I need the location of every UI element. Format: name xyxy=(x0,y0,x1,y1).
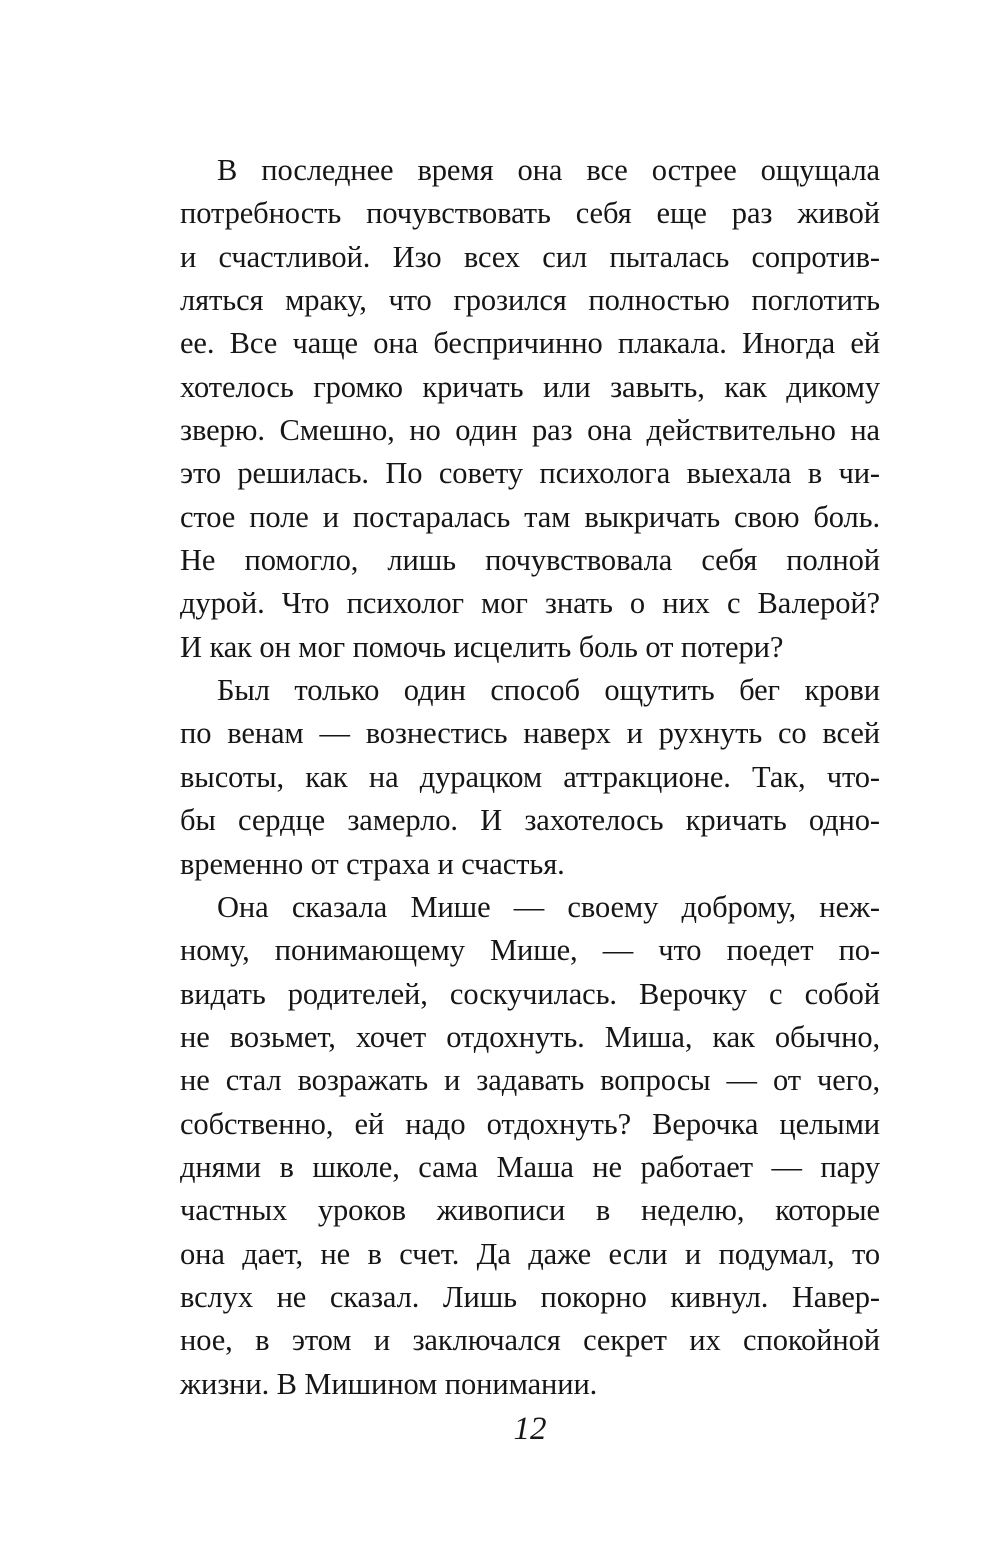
paragraph xyxy=(180,149,880,669)
text-line: ное, в этом и заключался секрет их спокойной xyxy=(180,1323,880,1358)
page-number: 12 xyxy=(513,1411,547,1447)
text-line: Она сказала Мише — своему доброму, неж- xyxy=(217,889,880,924)
text-line: и счастливой. Изо всех сил пыталась сопротив- xyxy=(180,239,880,274)
paragraph xyxy=(180,886,880,1406)
text-line: временно от страха и счастья. xyxy=(180,846,565,881)
text-line: видать родителей, соскучилась. Верочку с собой xyxy=(180,976,880,1011)
text-line: по венам — вознестись наверх и рухнуть со всей xyxy=(180,716,880,751)
text-line: ее. Все чаще она беспричинно плакала. Иногда ей xyxy=(180,326,880,361)
text-line: стое поле и постаралась там выкричать свою боль. xyxy=(180,499,880,534)
text-line: это решилась. По совету психолога выехала в чи- xyxy=(180,456,880,491)
text-line: ному, понимающему Мише, — что поедет по- xyxy=(180,933,880,968)
text-line: частных уроков живописи в неделю, которые xyxy=(180,1193,880,1228)
text-line: жизни. В Мишином понимании. xyxy=(180,1366,598,1401)
text-line: не возьмет, хочет отдохнуть. Миша, как обычно, xyxy=(180,1019,880,1054)
text-line: ляться мраку, что грозился полностью поглотить xyxy=(180,283,880,318)
text-line: бы сердце замерло. И захотелось кричать одно- xyxy=(180,803,880,838)
text-line: дурой. Что психолог мог знать о них с Валерой? xyxy=(180,586,880,621)
text-line: вслух не сказал. Лишь покорно кивнул. Навер- xyxy=(180,1279,880,1314)
text-line: потребность почувствовать себя еще раз живой xyxy=(180,196,880,231)
text-line: И как он мог помочь исцелить боль от потери? xyxy=(180,629,784,664)
text-line: Был только один способ ощутить бег крови xyxy=(217,673,880,708)
text-block xyxy=(180,149,880,1406)
text-line: собственно, ей надо отдохнуть? Верочка целыми xyxy=(180,1106,880,1141)
text-line: она дает, не в счет. Да даже если и подумал, то xyxy=(180,1236,880,1271)
text-line: В последнее время она все острее ощущала xyxy=(217,153,880,187)
text-line: хотелось громко кричать или завыть, как дикому xyxy=(180,369,880,404)
text-line: высоты, как на дурацком аттракционе. Так, что- xyxy=(180,759,880,794)
text-line: зверю. Смешно, но один раз она действительно на xyxy=(180,413,880,448)
text-line: не стал возражать и задавать вопросы — от чего, xyxy=(180,1063,880,1098)
paragraph xyxy=(180,669,880,886)
text-line: Не помогло, лишь почувствовала себя полной xyxy=(180,543,880,578)
text-line: днями в школе, сама Маша не работает — пару xyxy=(180,1149,880,1184)
